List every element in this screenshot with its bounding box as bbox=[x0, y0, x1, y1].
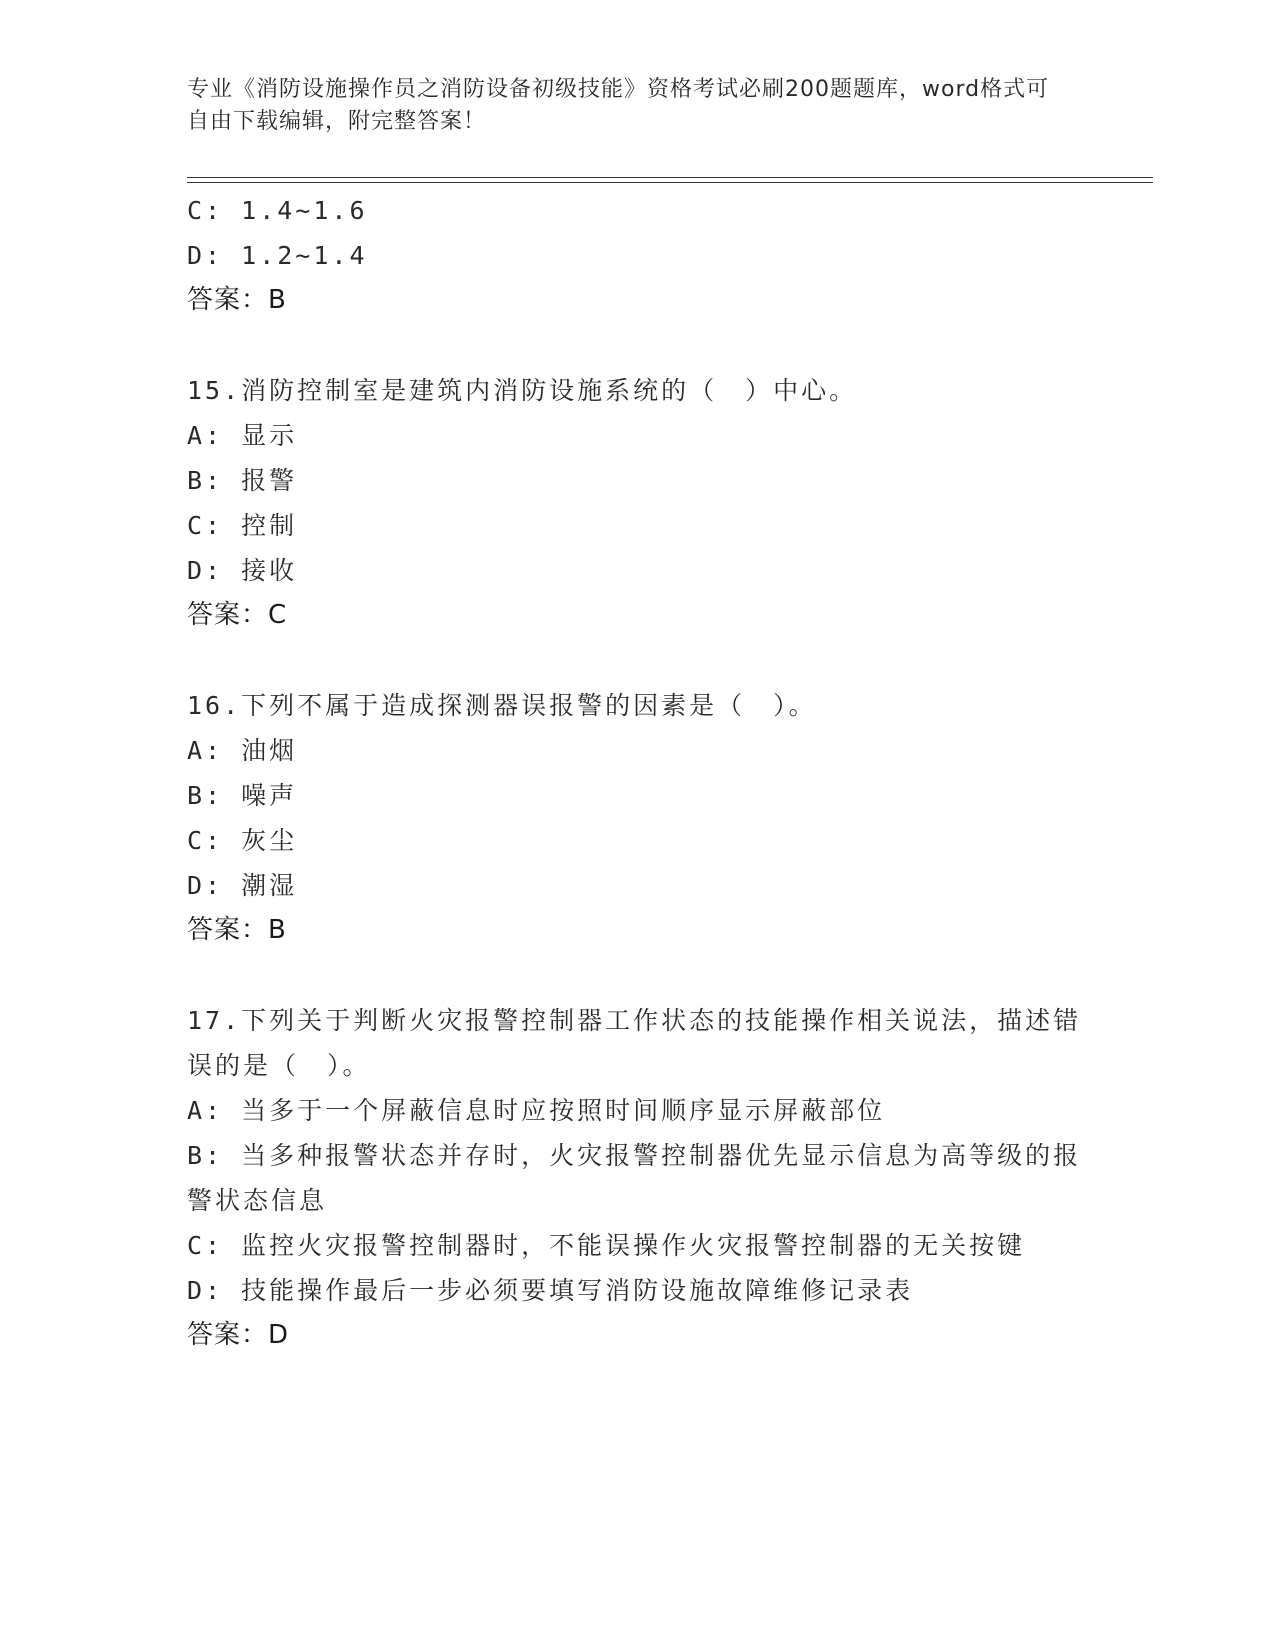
question-content bbox=[187, 188, 1087, 1358]
header-rule-bottom bbox=[187, 182, 1153, 183]
option-line: C: 灰尘 bbox=[187, 826, 298, 855]
question-17 bbox=[187, 998, 1087, 1358]
spacer bbox=[187, 638, 1087, 683]
option-line: A: 油烟 bbox=[187, 736, 298, 765]
answer-line: 答案：B bbox=[187, 915, 287, 945]
option-line: A: 当多于一个屏蔽信息时应按照时间顺序显示屏蔽部位 bbox=[187, 1096, 886, 1125]
question-16 bbox=[187, 683, 1087, 953]
answer-line: 答案：D bbox=[187, 1320, 290, 1350]
option-line: D: 接收 bbox=[187, 556, 298, 585]
question-15 bbox=[187, 368, 1087, 638]
option-line: C: 控制 bbox=[187, 511, 298, 540]
question-stem: 15.消防控制室是建筑内消防设施系统的（ ）中心。 bbox=[187, 376, 858, 405]
option-line: D: 技能操作最后一步必须要填写消防设施故障维修记录表 bbox=[187, 1276, 914, 1305]
question-stem: 17.下列关于判断火灾报警控制器工作状态的技能操作相关说法，描述错误的是（ ）。 bbox=[187, 1006, 1082, 1080]
option-line: C: 1.4~1.6 bbox=[187, 196, 368, 225]
spacer bbox=[187, 953, 1087, 998]
option-line: A: 显示 bbox=[187, 421, 298, 450]
option-line: B: 报警 bbox=[187, 466, 298, 495]
option-line: D: 潮湿 bbox=[187, 871, 298, 900]
answer-line: 答案：B bbox=[187, 285, 287, 315]
option-line: B: 当多种报警状态并存时，火灾报警控制器优先显示信息为高等级的报警状态信息 bbox=[187, 1141, 1082, 1215]
header-rule-top bbox=[187, 177, 1153, 178]
question-stem: 16.下列不属于造成探测器误报警的因素是（ ）。 bbox=[187, 691, 817, 720]
document-header: 专业《消防设施操作员之消防设备初级技能》资格考试必刷200题题库，word格式可自由下载编辑，附完整答案！ bbox=[187, 77, 1050, 134]
spacer bbox=[187, 323, 1087, 368]
option-line: D: 1.2~1.4 bbox=[187, 241, 368, 270]
answer-line: 答案：C bbox=[187, 600, 288, 630]
option-line: B: 噪声 bbox=[187, 781, 298, 810]
option-line: C: 监控火灾报警控制器时，不能误操作火灾报警控制器的无关按键 bbox=[187, 1231, 1026, 1260]
previous-question-tail bbox=[187, 188, 1087, 323]
